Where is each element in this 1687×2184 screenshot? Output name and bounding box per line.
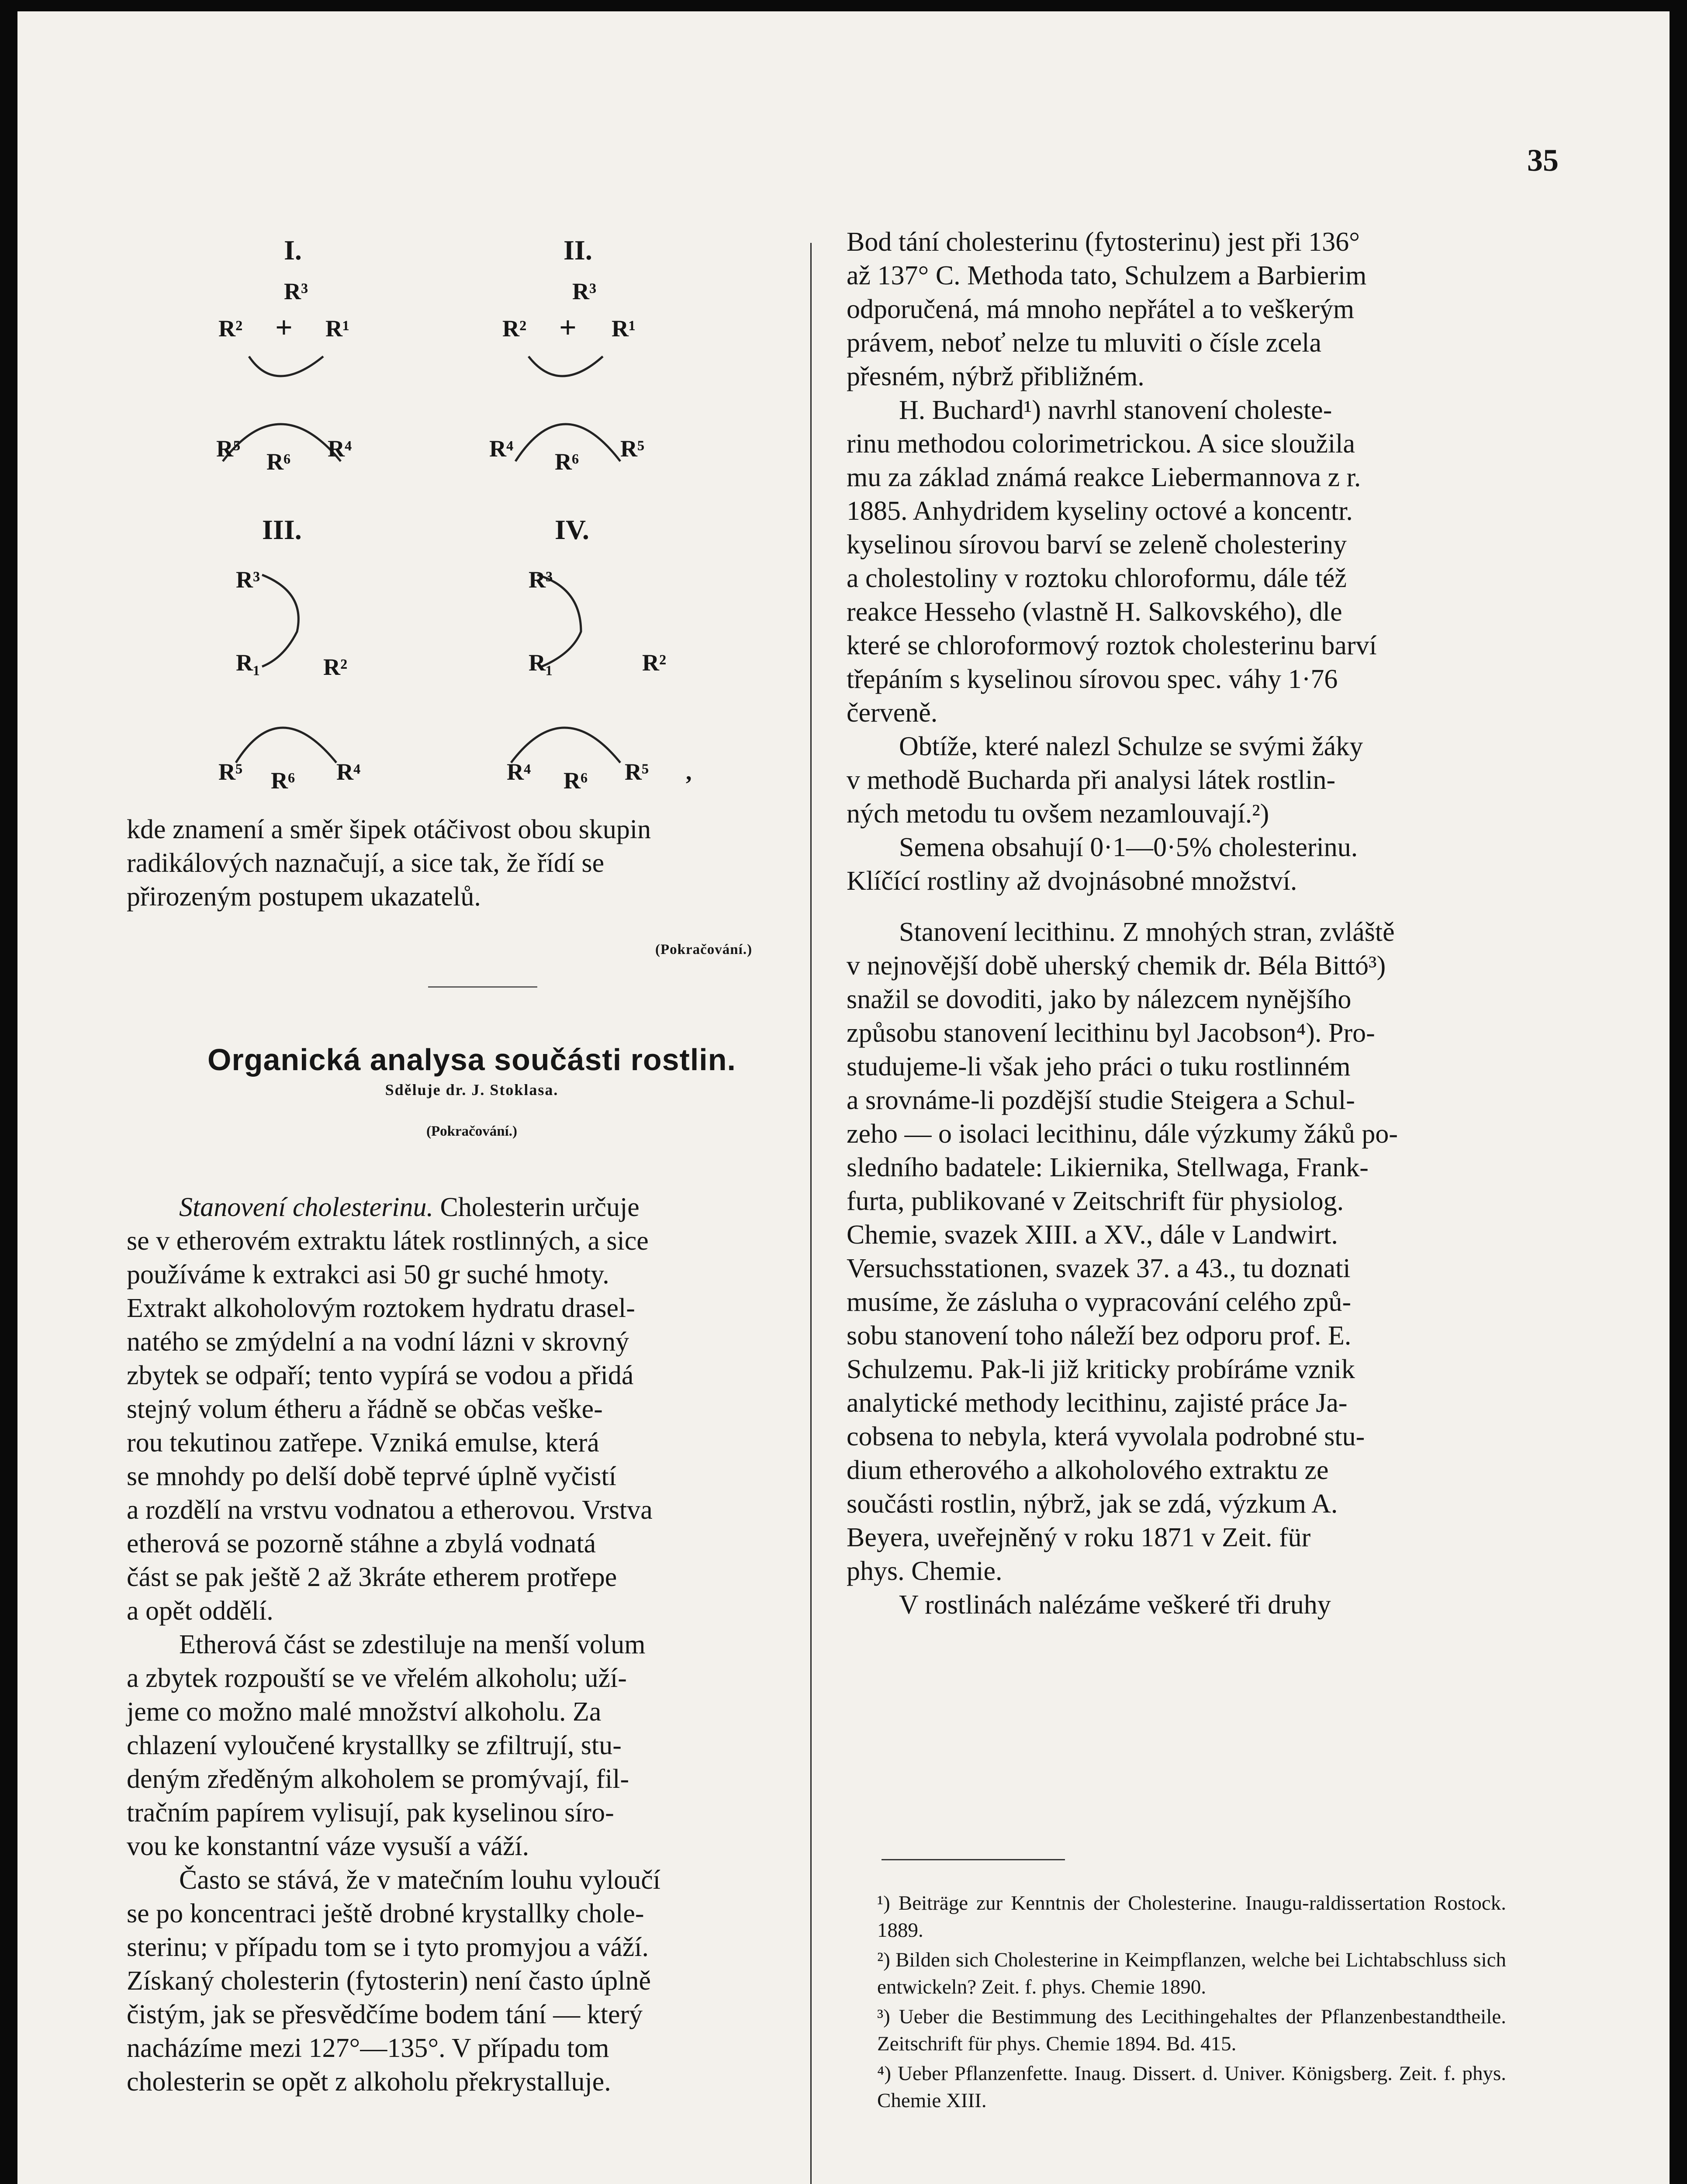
- text-line: a opět oddělí.: [127, 1596, 273, 1626]
- text-line: čistým, jak se přesvědčíme bodem tání — který: [127, 2000, 643, 2029]
- text-line: Schulzemu. Pak-li již kriticky probíráme vznik: [847, 1355, 1355, 1384]
- text-line: a cholestoliny v roztoku chloroformu, dále též: [847, 563, 1347, 593]
- text-line: zbytek se odpaří; tento vypírá se vodou a přidá: [127, 1361, 634, 1390]
- formula-diagram-lines: [17, 11, 804, 819]
- footnote-1: ¹) Beiträge zur Kenntnis der Cholesterine. Inaugu-raldissertation Rostock. 1889.: [877, 1892, 1506, 1942]
- text-line: přirozeným postupem ukazatelů.: [127, 882, 481, 912]
- text-line: a zbytek rozpouští se ve vřelém alkoholu; uží-: [127, 1663, 627, 1693]
- article-body-left: [127, 1191, 817, 2099]
- text-line: Klíčící rostliny až dvojnásobné množství.: [847, 866, 1297, 896]
- text-line: v methodě Bucharda při analysi látek rostlin-: [847, 765, 1336, 795]
- text-line: třepáním s kyselinou sírovou spec. váhy 1·76: [847, 664, 1338, 694]
- page-number: 35: [1527, 143, 1559, 178]
- text-line: rou tekutinou zatřepe. Vzniká emulse, která: [127, 1428, 599, 1458]
- text-line: chlazení vyloučené krystallky se zfiltrují, stu-: [127, 1731, 622, 1760]
- footnote-3: ³) Ueber die Bestimmung des Lecithingehaltes der Pflanzenbestandtheile. Zeitschrift für phys. Chemie 1894. Bd. 415.: [877, 2005, 1506, 2055]
- text-line: ných metodu tu ovšem nezamlouvají.²): [847, 799, 1269, 829]
- text-line: sledního badatele: Likiernika, Stellwaga, Frank-: [847, 1153, 1369, 1182]
- text-line: zeho — o isolaci lecithinu, dále výzkumy žáků po-: [847, 1119, 1398, 1149]
- text-line: Bod tání cholesterinu (fytosterinu) jest při 136°: [847, 227, 1360, 257]
- text-line: až 137° C. Methoda tato, Schulzem a Barbierim: [847, 261, 1367, 290]
- text-line: přesném, nýbrž přibližném.: [847, 362, 1144, 391]
- text-line: deným zředěným alkoholem se promývají, fil-: [127, 1764, 629, 1794]
- section-separator: [428, 986, 537, 988]
- text-line: Semena obsahují 0·1—0·5% cholesterinu.: [899, 833, 1358, 862]
- text-line: Versuchsstationen, svazek 37. a 43., tu doznati: [847, 1254, 1351, 1283]
- text-line: se po koncentraci ještě drobné krystallky chole-: [127, 1899, 644, 1928]
- document-page: 35 I. R³ R² + R¹ R⁵ R⁶ R⁴ II. R³ R² + R¹ R⁴ R⁶ R⁵ III. R³ R₁ R² R⁵ R⁶ R⁴ IV. R³ R₁ R² R⁴ R⁶ R⁵ , kde znamení a směr šipek otáčivost obou skupin radikálových naznačují, a sice tak, že řídí se přirozeným postupem ukazatelů. (Pokračování.) Organická analysa součásti rostlin. Sděluje dr. J. Stoklasa. (Pokračování.) Stanovení cholesterinu. Cholesterin určuje se v etherovém extraktu látek rostlinných, a sice používáme k extrakci asi 50 gr suché hmoty. Extrakt alkoholovým roztokem hydratu drasel- natého se zmýdelní a na vodní lázni v skrovný zbytek se odpaří; tento vypírá se vodou a přidá stejný volum étheru a řádně se občas veške- rou tekutinou zatřepe. Vzniká emulse, která se mnohdy po delší době teprvé úplně vyčistí a rozdělí na vrstvu vodnatou a etherovou. Vrstva etherová se pozorně stáhne a zbylá vodnatá část se pak ještě 2 až 3kráte etherem protřepe a opět oddělí. Etherová část se zdestiluje na menší volum a zbytek rozpouští se ve vřelém alkoholu; uží- jeme co možno malé množství alkoholu. Za chlazení vyloučené krystallky se zfiltrují, stu- deným zředěným alkoholem se promývají, fil- tračním papírem vylisují, pak kyselinou síro- vou ke konstantní váze vysuší a váží. Často se stává, že v matečním louhu vyloučí se po koncentraci ještě drobné krystallky chole- sterinu; v případu tom se i tyto promyjou a váží. Získaný cholesterin (fytosterin) není často úplně čistým, jak se přesvědčíme bodem tání — který nacházíme mezi 127°—135°. V případu tom cholesterin se opět z alkoholu překrystalluje. Bod tání cholesterinu (fytosterinu) jest při 136° až 137° C. Methoda tato, Schulzem a Barbierim odporučená, má mnoho nepřátel a to veškerým právem, neboť nelze tu mluviti o čísle zcela přesném, nýbrž přibližném. H. Buchard¹) navrhl stanovení choleste- rinu methodou colorimetrickou. A sice sloužila mu za základ známá reakce Liebermannova z r. 1885. Anhydridem kyseliny octové a koncentr. kyselinou sírovou barví se zeleně cholesteriny a cholestoliny v roztoku chloroformu, dále též reakce Hesseho (vlastně H. Salkovského), dle které se chloroformový roztok cholesterinu barví třepáním s kyselinou sírovou spec. váhy 1·76 červeně. Obtíže, které nalezl Schulze se svými žáky v methodě Bucharda při analysi látek rostlin- ných metodu tu ovšem nezamlouvají.²) Semena obsahují 0·1—0·5% cholesterinu. Klíčící rostliny až dvojnásobné množství. Stanovení lecithinu. Z mnohých stran, zvláště v nejnovější době uherský chemik dr. Béla Bittó³) snažil se dovoditi, jako by nálezcem nynějšího způsobu stanovení lecithinu byl Jacobson⁴). Pro- studujeme-li však jeho práci o tuku rostlinném a srovnáme-li pozdější studie Steigera a Schul- zeho — o isolaci lecithinu, dále výzkumy žáků po- sledního badatele: Likiernika, Stellwaga, Frank- furta, publikované v Zeitschrift für physiolog. Chemie, svazek XIII. a XV., dále v Landwirt. Versuchsstationen, svazek 37. a 43., tu doznati musíme, že zásluha o vypracování celého způ- sobu stanovení toho náleží bez odporu prof. E. Schulzemu. Pak-li již kriticky probíráme vznik analytické methody lecithinu, zajisté práce Ja- cobsena to nebyla, která vyvolala podrobné stu- dium etherového a alkoholového extraktu ze součásti rostlin, nýbrž, jak se zdá, výzkum A. Beyera, uveřejněný v roku 1871 v Zeit. für phys. Chemie. V rostlinách nalézáme veškeré tři druhy ¹) Beiträge zur Kenntnis der Cholesterine. Inaugu-raldissertation Rostock. 1889. ²) Bilden sich Cholesterine in Keimpflanzen, welche bei Lichtabschluss sich entwickeln? Zeit. f. phys. Chemie 1890. ³) Ueber die Bestimmung des Lecithingehaltes der Pflanzenbestandtheile. Zeitschrift für phys. Chemie 1894. Bd. 415. ⁴) Ueber Pflanzenfette. Inaug. Dissert. d. Univer. Königsberg. Zeit. f. phys. Chemie XIII.: [17, 11, 1670, 2184]
- text-line: Extrakt alkoholovým roztokem hydratu drasel-: [127, 1293, 635, 1323]
- footnotes: [877, 1890, 1506, 2117]
- text-line: vou ke konstantní váze vysuší a váží.: [127, 1832, 529, 1861]
- text-line: a srovnáme-li pozdější studie Steigera a Schul-: [847, 1085, 1355, 1115]
- text-line: odporučená, má mnoho nepřátel a to veškerým: [847, 294, 1355, 324]
- continued-note: (Pokračování.): [655, 942, 753, 957]
- text-line: V rostlinách nalézáme veškeré tři druhy: [899, 1590, 1331, 1620]
- text-line: se v etherovém extraktu látek rostlinných, a sice: [127, 1226, 649, 1256]
- text-line: rinu methodou colorimetrickou. A sice sloužila: [847, 429, 1355, 459]
- text-line: způsobu stanovení lecithinu byl Jacobson⁴). Pro-: [847, 1018, 1375, 1048]
- text-line: cobsena to nebyla, která vyvolala podrobné stu-: [847, 1422, 1365, 1451]
- text-line: nacházíme mezi 127°—135°. V případu tom: [127, 2033, 609, 2063]
- formula-explanation: [127, 813, 817, 957]
- text-line: používáme k extrakci asi 50 gr suché hmoty.: [127, 1260, 609, 1289]
- text-line: studujeme-li však jeho práci o tuku rostlinném: [847, 1052, 1351, 1082]
- text-line: sterinu; v případu tom se i tyto promyjou a váží.: [127, 1932, 649, 1962]
- text-line: část se pak ještě 2 až 3kráte etherem protřepe: [127, 1562, 617, 1592]
- text-line: Obtíže, které nalezl Schulze se svými žáky: [899, 732, 1363, 761]
- text-line: právem, neboť nelze tu mluviti o čísle zcela: [847, 328, 1321, 358]
- article-byline: Sděluje dr. J. Stoklasa.: [385, 1081, 559, 1099]
- text-line: H. Buchard¹) navrhl stanovení choleste-: [899, 395, 1332, 425]
- continued-note: (Pokračování.): [426, 1123, 518, 1139]
- text-line: furta, publikované v Zeitschrift für physiolog.: [847, 1186, 1344, 1216]
- article-header: [127, 1042, 817, 1140]
- text-line: 1885. Anhydridem kyseliny octové a koncentr.: [847, 496, 1353, 526]
- text-line: radikálových naznačují, a sice tak, že řídí se: [127, 848, 605, 878]
- text-line: kde znamení a směr šipek otáčivost obou skupin: [127, 815, 651, 844]
- article-title: Organická analysa součásti rostlin.: [207, 1043, 736, 1077]
- text-line: Získaný cholesterin (fytosterin) není často úplně: [127, 1966, 651, 1996]
- paragraph-first-line: Stanovení cholesterinu. Cholesterin určuje: [179, 1192, 640, 1222]
- text-line: červeně.: [847, 698, 938, 728]
- text-line: se mnohdy po delší době teprvé úplně vyčistí: [127, 1462, 616, 1491]
- text-line: reakce Hesseho (vlastně H. Salkovského), dle: [847, 597, 1342, 627]
- text-line: jeme co možno malé množství alkoholu. Za: [127, 1697, 602, 1727]
- text-line: které se chloroformový roztok cholesterinu barví: [847, 631, 1377, 660]
- text-line: mu za základ známá reakce Liebermannova z r.: [847, 463, 1361, 492]
- text-line: Beyera, uveřejněný v roku 1871 v Zeit. für: [847, 1523, 1311, 1552]
- text-line: kyselinou sírovou barví se zeleně cholesteriny: [847, 530, 1347, 560]
- text-line: Stanovení lecithinu. Z mnohých stran, zvláště: [899, 917, 1395, 947]
- text-line: natého se zmýdelní a na vodní lázni v skrovný: [127, 1327, 629, 1357]
- text-line: cholesterin se opět z alkoholu překrystalluje.: [127, 2067, 611, 2097]
- text-line: Etherová část se zdestiluje na menší volum: [179, 1630, 646, 1659]
- section-title-italic: Stanovení cholesterinu.: [179, 1192, 433, 1222]
- text-line: etherová se pozorně stáhne a zbylá vodnatá: [127, 1529, 596, 1559]
- text-line: snažil se dovoditi, jako by nálezcem nynějšího: [847, 985, 1352, 1014]
- text-line: stejný volum étheru a řádně se občas veške-: [127, 1394, 603, 1424]
- text-line: Často se stává, že v matečním louhu vyloučí: [179, 1865, 660, 1895]
- footnote-4: ⁴) Ueber Pflanzenfette. Inaug. Dissert. d. Univer. Königsberg. Zeit. f. phys. Chemie XIII.: [877, 2062, 1506, 2112]
- text-line: dium etherového a alkoholového extraktu ze: [847, 1455, 1329, 1485]
- text-line: phys. Chemie.: [847, 1556, 1003, 1586]
- text-line: tračním papírem vylisují, pak kyselinou síro-: [127, 1798, 614, 1828]
- text-line: Chemie, svazek XIII. a XV., dále v Landwirt.: [847, 1220, 1338, 1250]
- text-line: a rozdělí na vrstvu vodnatou a etherovou. Vrstva: [127, 1495, 653, 1525]
- footnote-rule: [882, 1859, 1065, 1860]
- text-line: sobu stanovení toho náleží bez odporu prof. E.: [847, 1321, 1352, 1351]
- text-line: analytické methody lecithinu, zajisté práce Ja-: [847, 1388, 1348, 1418]
- footnote-2: ²) Bilden sich Cholesterine in Keimpflanzen, welche bei Lichtabschluss sich entwickeln? Zeit. f. phys. Chemie 1890.: [877, 1949, 1506, 1998]
- text-line: součásti rostlin, nýbrž, jak se zdá, výzkum A.: [847, 1489, 1338, 1519]
- article-body-right: [847, 225, 1548, 1622]
- text-line: v nejnovější době uherský chemik dr. Béla Bittó³): [847, 951, 1386, 981]
- text-line: musíme, že zásluha o vypracování celého způ-: [847, 1287, 1352, 1317]
